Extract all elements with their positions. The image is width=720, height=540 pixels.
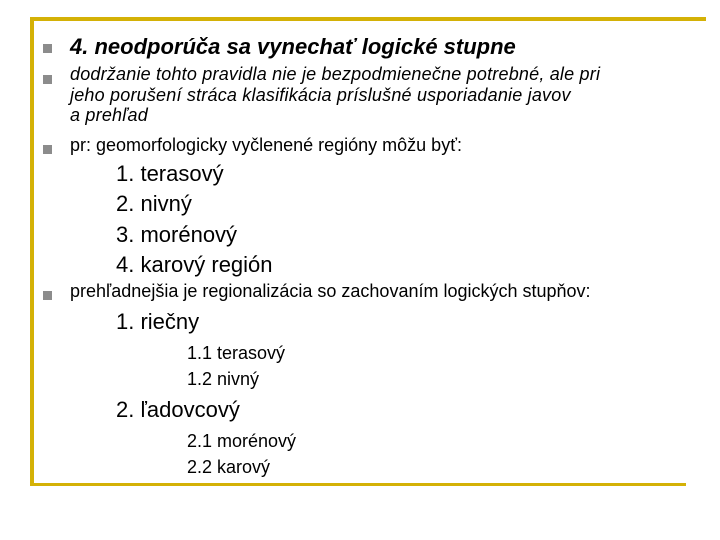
region-item: 1. terasový [116,161,224,186]
bullet-text-line: dodržanie tohto pravidla nie je bezpodmienečne potrebné, ale pri [70,64,601,84]
frame-left-border [30,17,34,484]
bullet-text-line: a prehľad [70,105,148,125]
group-heading: 1. riečny [116,309,200,334]
group-subitem: 2.1 morénový [187,431,297,451]
group-subitem: 1.2 nivný [187,369,260,389]
bullet-marker-icon [43,44,52,53]
bullet-marker-icon [43,291,52,300]
frame-top-border [30,17,706,21]
group-heading: 2. ľadovcový [116,397,240,422]
bullet-text: pr: geomorfologicky vyčlenené regióny môžu byť: [70,135,462,155]
slide-title: 4. neodporúča sa vynechať logické stupne [70,34,516,59]
bullet-marker-icon [43,75,52,84]
bullet-text: prehľadnejšia je regionalizácia so zachovaním logických stupňov: [70,281,591,301]
bullet-text-line: jeho porušení stráca klasifikácia príslušné usporiadanie javov [70,85,571,105]
region-item: 2. nivný [116,191,192,216]
group-subitem: 2.2 karový [187,457,271,477]
region-item: 4. karový región [116,252,273,277]
frame-bottom-border [30,483,686,486]
region-item: 3. morénový [116,222,238,247]
bullet-marker-icon [43,145,52,154]
group-subitem: 1.1 terasový [187,343,286,363]
